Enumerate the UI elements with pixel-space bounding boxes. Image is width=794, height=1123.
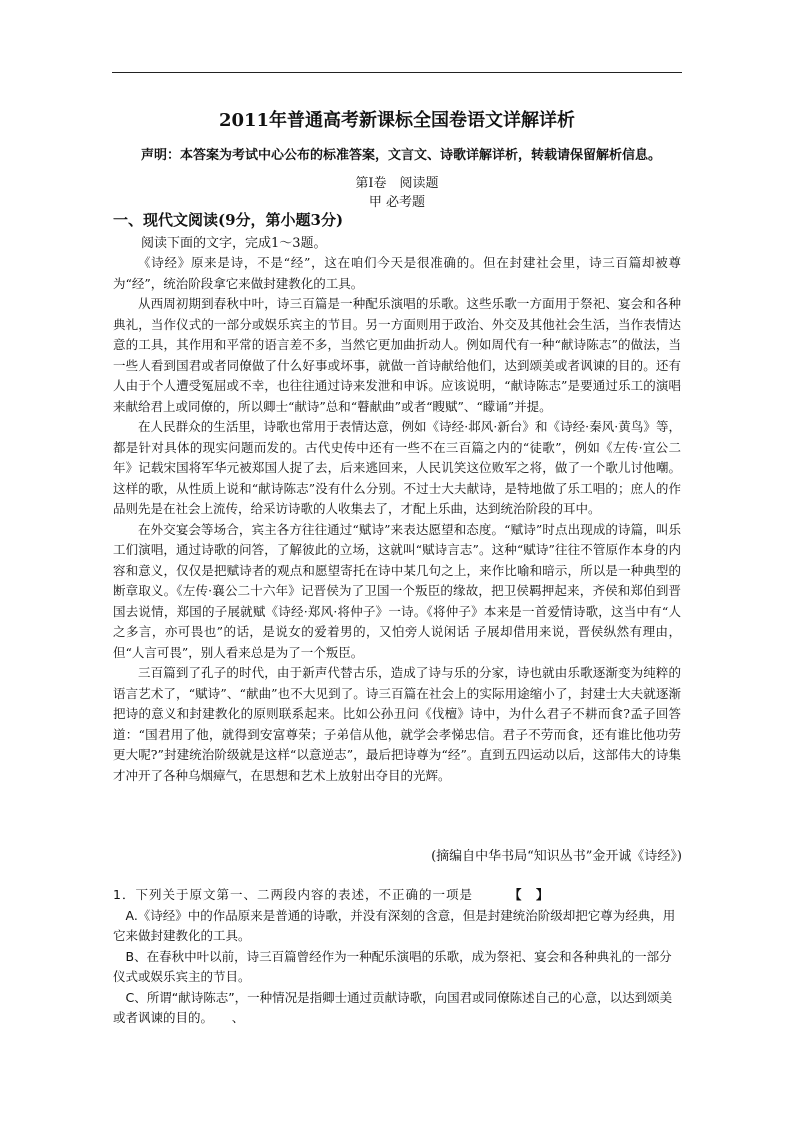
sub-heading: 甲 必考题 xyxy=(368,195,426,210)
section-heading: 一、现代文阅读(9分，第小题3分) xyxy=(113,211,344,229)
answer-bracket: 【 】 xyxy=(508,887,550,902)
copyright-statement: 声明：本答案为考试中心公布的标准答案，文言文、诗歌详解详析，转载请保留解析信息。 xyxy=(140,148,661,163)
article-paragraph: 在外交宴会等场合，宾主各方往往通过“赋诗”来表达愿望和态度。“赋诗”时点出现成的诗篇，叫乐工们演唱，通过诗歌的问答，了解彼此的立场，这就叫“赋诗言志”。这种“赋诗”往往不管原作本身的内容和意义，仅仅是把赋诗者的观点和愿望寄托在诗中某几句之上，来作比喻和暗示，所以是一种典型的断章取义。《左传·襄公二十六年》记晋侯为了卫国一个叛臣的缘故，把卫侯羁押起来，齐侯和郑伯到晋国去说情，郑国的子展就赋《诗经·郑风·将仲子》一诗。《将仲子》本来是一首爱情诗歌，这当中有“人之多言，亦可畏也”的话，是说女的爱着男的，又怕旁人说闲话 子展却借用来说，晋侯纵然有理由，但“人言可畏”，别人看来总是为了一个叛臣。 xyxy=(113,521,681,660)
header-rule xyxy=(112,72,682,73)
option-c: C、所谓“献诗陈志”，一种情况是指卿士通过贡献诗歌，向国君或同僚陈述自己的心意，以达到颂美或者讽谏的目的。 、 xyxy=(113,989,673,1025)
option-b: B、在春秋中叶以前，诗三百篇曾经作为一种配乐演唱的乐歌，成为祭祀、宴会和各种典礼的一部分仪式或娱乐宾主的节目。 xyxy=(113,948,672,984)
question-stem xyxy=(113,885,681,906)
article-paragraph: 《诗经》原来是诗，不是“经”，这在咱们今天是很准确的。但在封建社会里，诗三百篇却被尊为“经”，统治阶段拿它来做封建教化的工具。 xyxy=(113,255,681,291)
volume-heading: 第Ⅰ卷 阅读题 xyxy=(355,176,439,191)
article-paragraph: 从西周初期到春秋中叶，诗三百篇是一种配乐演唱的乐歌。这些乐歌一方面用于祭祀、宴会和各种典礼，当作仪式的一部分或娱乐宾主的节目。另一方面则用于政治、外交及其他社会生活，当作表情达意的工具，其作用和平常的语言差不多，当然它更加曲折动人。例如周代有一种“献诗陈志”的做法，当一些人看到国君或者同僚做了什么好事或坏事，就做一首诗献给他们，达到颂美或者讽谏的目的。还有人由于个人遭受冤屈或不幸，也往往通过诗来发泄和申诉。应该说明，“献诗陈志”是要通过乐工的演唱来献给君上或同僚的，所以卿士“献诗”总和“瞽献曲”或者“瞍赋”、“矇诵”并提。 xyxy=(113,296,681,414)
article-paragraph: 三百篇到了孔子的时代，由于新声代替古乐，造成了诗与乐的分家，诗也就由乐歌逐渐变为纯粹的语言艺术了，“赋诗”、“献曲”也不大见到了。诗三百篇在社会上的实际用途缩小了，封建士大夫就逐渐把诗的意义和封建教化的原则联系起来。比如公孙丑问《伐檀》诗中，为什么君子不耕而食?孟子回答道：“国君用了他，就得到安富尊荣；子弟信从他，就学会孝悌忠信。君子不劳而食，还有谁比他功劳更大呢?”封建统治阶级就是这样“以意逆志”，最后把诗尊为“经”。直到五四运动以后，这部伟大的诗集才冲开了各种乌烟瘴气，在思想和艺术上放射出夺目的光辉。 xyxy=(113,665,681,783)
article-body xyxy=(113,253,681,786)
page-title: 2011年普通高考新课标全国卷语文详解详析 xyxy=(218,110,576,131)
article-source: (摘编自中华书局“知识丛书”金开诚《诗经》) xyxy=(431,849,682,864)
article-paragraph: 在人民群众的生活里，诗歌也常用于表情达意，例如《诗经·邶风·新台》和《诗经·秦风·黄鸟》等，都是针对具体的现实问题而发的。古代史传中还有一些不在三百篇之内的“徒歌”，例如《左传·宣公二年》记载宋国将军华元被郑国人捉了去，后来逃回来，人民讥笑这位败军之将，做了一个歌儿讨他嘲。这样的歌，从性质上说和“献诗陈志”没有什么分别。不过士大夫献诗，是特地做了乐工唱的；庶人的作品则先是在社会上流传，给采访诗歌的人收集去了，才配上乐曲，达到统治阶段的耳中。 xyxy=(113,419,681,516)
question-stem-text: 1．下列关于原文第一、二两段内容的表述，不正确的一项是 xyxy=(113,887,473,902)
reading-instruction: 阅读下面的文字，完成1～3题。 xyxy=(141,236,327,251)
option-a: A.《诗经》中的作品原来是普通的诗歌，并没有深刻的含意，但是封建统治阶级却把它尊为经典，用它来做封建教化的工具。 xyxy=(113,907,676,943)
question-1 xyxy=(113,885,681,1029)
